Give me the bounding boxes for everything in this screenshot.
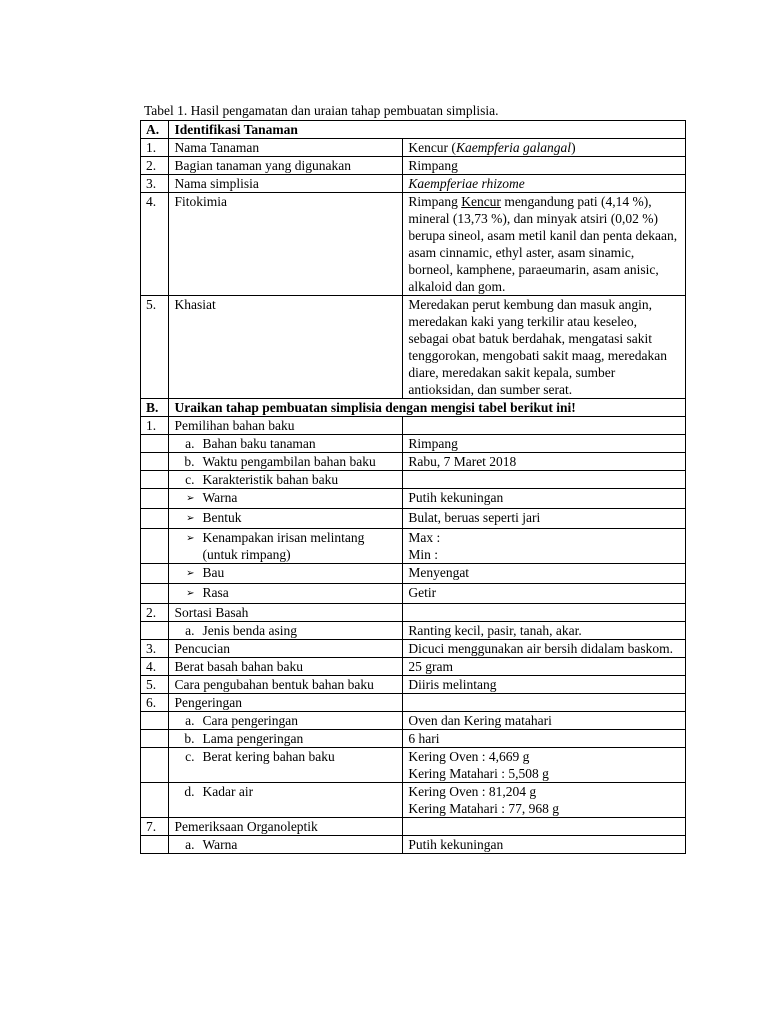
table-row [141, 818, 686, 836]
row-label: ➢ Rasa [169, 584, 403, 604]
table-row [141, 584, 686, 604]
table-row [141, 157, 686, 175]
table-row [141, 783, 686, 818]
row-value: Kering Oven : 81,204 g Kering Matahari : 77, 968 g [403, 783, 686, 818]
row-label: Berat basah bahan baku [169, 658, 403, 676]
row-number: 3. [141, 175, 169, 193]
arrow-bullet-icon: ➢ [186, 533, 195, 544]
table-caption: Tabel 1. Hasil pengamatan dan uraian tahap pembuatan simplisia. [144, 103, 499, 118]
row-label: Nama simplisia [169, 175, 403, 193]
row-value: Menyengat [403, 564, 686, 584]
table-row [141, 175, 686, 193]
row-value: Dicuci menggunakan air bersih didalam baskom. [403, 640, 686, 658]
row-value [403, 694, 686, 712]
section-letter: B. [141, 399, 169, 417]
table-row [141, 694, 686, 712]
row-label: a. Jenis benda asing [169, 622, 403, 640]
table-row [141, 564, 686, 584]
row-label: c. Karakteristik bahan baku [169, 471, 403, 489]
row-value: Max : Min : [403, 529, 686, 564]
row-value: Kaempferiae rhizome [403, 175, 686, 193]
row-label: Pemilihan bahan baku [169, 417, 403, 435]
row-label: Pengeringan [169, 694, 403, 712]
table-row [141, 193, 686, 296]
row-number: 2. [141, 604, 169, 622]
table-row [141, 640, 686, 658]
row-label: Bagian tanaman yang digunakan [169, 157, 403, 175]
table-row [141, 748, 686, 783]
row-label: Cara pengubahan bentuk bahan baku [169, 676, 403, 694]
table-row [141, 471, 686, 489]
row-label: Pencucian [169, 640, 403, 658]
table-row [141, 529, 686, 564]
row-value: Kering Oven : 4,669 g Kering Matahari : 5,508 g [403, 748, 686, 783]
section-letter: A. [141, 121, 169, 139]
row-value: Rabu, 7 Maret 2018 [403, 453, 686, 471]
row-number: 5. [141, 296, 169, 399]
row-value: Diiris melintang [403, 676, 686, 694]
row-value: 25 gram [403, 658, 686, 676]
row-label: ➢ Warna [169, 489, 403, 509]
table-row [141, 836, 686, 854]
row-label: a. Cara pengeringan [169, 712, 403, 730]
row-number: 7. [141, 818, 169, 836]
row-label: b. Lama pengeringan [169, 730, 403, 748]
table-row [141, 489, 686, 509]
row-value: Oven dan Kering matahari [403, 712, 686, 730]
row-value: Putih kekuningan [403, 489, 686, 509]
row-label: ➢ Kenampakan irisan melintang (untuk rimpang) [169, 529, 403, 564]
row-value: Bulat, beruas seperti jari [403, 509, 686, 529]
row-number: 4. [141, 658, 169, 676]
table-row [141, 712, 686, 730]
table-row [141, 509, 686, 529]
row-value [403, 417, 686, 435]
row-number: 6. [141, 694, 169, 712]
row-number: 1. [141, 139, 169, 157]
row-label: b. Waktu pengambilan bahan baku [169, 453, 403, 471]
table-row [141, 139, 686, 157]
row-label: Nama Tanaman [169, 139, 403, 157]
row-value: Kencur (Kaempferia galangal) [403, 139, 686, 157]
row-number: 3. [141, 640, 169, 658]
row-number: 1. [141, 417, 169, 435]
arrow-bullet-icon: ➢ [186, 493, 195, 504]
row-value [403, 604, 686, 622]
row-label: a. Bahan baku tanaman [169, 435, 403, 453]
simplisia-table [140, 120, 686, 854]
table-row [141, 417, 686, 435]
row-value: Meredakan perut kembung dan masuk angin, meredakan kaki yang terkilir atau keseleo, sebagai obat batuk berdahak, mengatasi sakit tenggorokan, mengobati sakit maag, meredakan diare, meredakan sakit kepala, sumber antioksidan, dan sumber serat. [403, 296, 686, 399]
table-row [141, 658, 686, 676]
row-value [403, 471, 686, 489]
table-row [141, 604, 686, 622]
row-value: Ranting kecil, pasir, tanah, akar. [403, 622, 686, 640]
section-b-header [141, 399, 686, 417]
table-row [141, 296, 686, 399]
row-label: Khasiat [169, 296, 403, 399]
section-title: Uraikan tahap pembuatan simplisia dengan mengisi tabel berikut ini! [169, 399, 686, 417]
row-number: 5. [141, 676, 169, 694]
table-row [141, 453, 686, 471]
arrow-bullet-icon: ➢ [186, 568, 195, 579]
table-row [141, 730, 686, 748]
row-value: 6 hari [403, 730, 686, 748]
row-value [403, 818, 686, 836]
table-row [141, 622, 686, 640]
row-value: Getir [403, 584, 686, 604]
section-title: Identifikasi Tanaman [169, 121, 686, 139]
row-label: c. Berat kering bahan baku [169, 748, 403, 783]
arrow-bullet-icon: ➢ [186, 588, 195, 599]
row-label: a. Warna [169, 836, 403, 854]
row-label: ➢ Bentuk [169, 509, 403, 529]
row-label: d. Kadar air [169, 783, 403, 818]
row-label: Sortasi Basah [169, 604, 403, 622]
row-value: Rimpang [403, 157, 686, 175]
row-label: Fitokimia [169, 193, 403, 296]
row-value: Putih kekuningan [403, 836, 686, 854]
table-row [141, 435, 686, 453]
row-value: Rimpang Kencur mengandung pati (4,14 %), mineral (13,73 %), dan minyak atsiri (0,02 %) berupa sineol, asam metil kanil dan penta dekaan, asam cinnamic, ethyl aster, asam sinamic, borneol, kamphene, paraeumarin, asam anisic, alkaloid dan gom. [403, 193, 686, 296]
row-label: ➢ Bau [169, 564, 403, 584]
row-label: Pemeriksaan Organoleptik [169, 818, 403, 836]
row-number: 2. [141, 157, 169, 175]
section-a-header [141, 121, 686, 139]
row-number: 4. [141, 193, 169, 296]
table-row [141, 676, 686, 694]
arrow-bullet-icon: ➢ [186, 513, 195, 524]
row-value: Rimpang [403, 435, 686, 453]
